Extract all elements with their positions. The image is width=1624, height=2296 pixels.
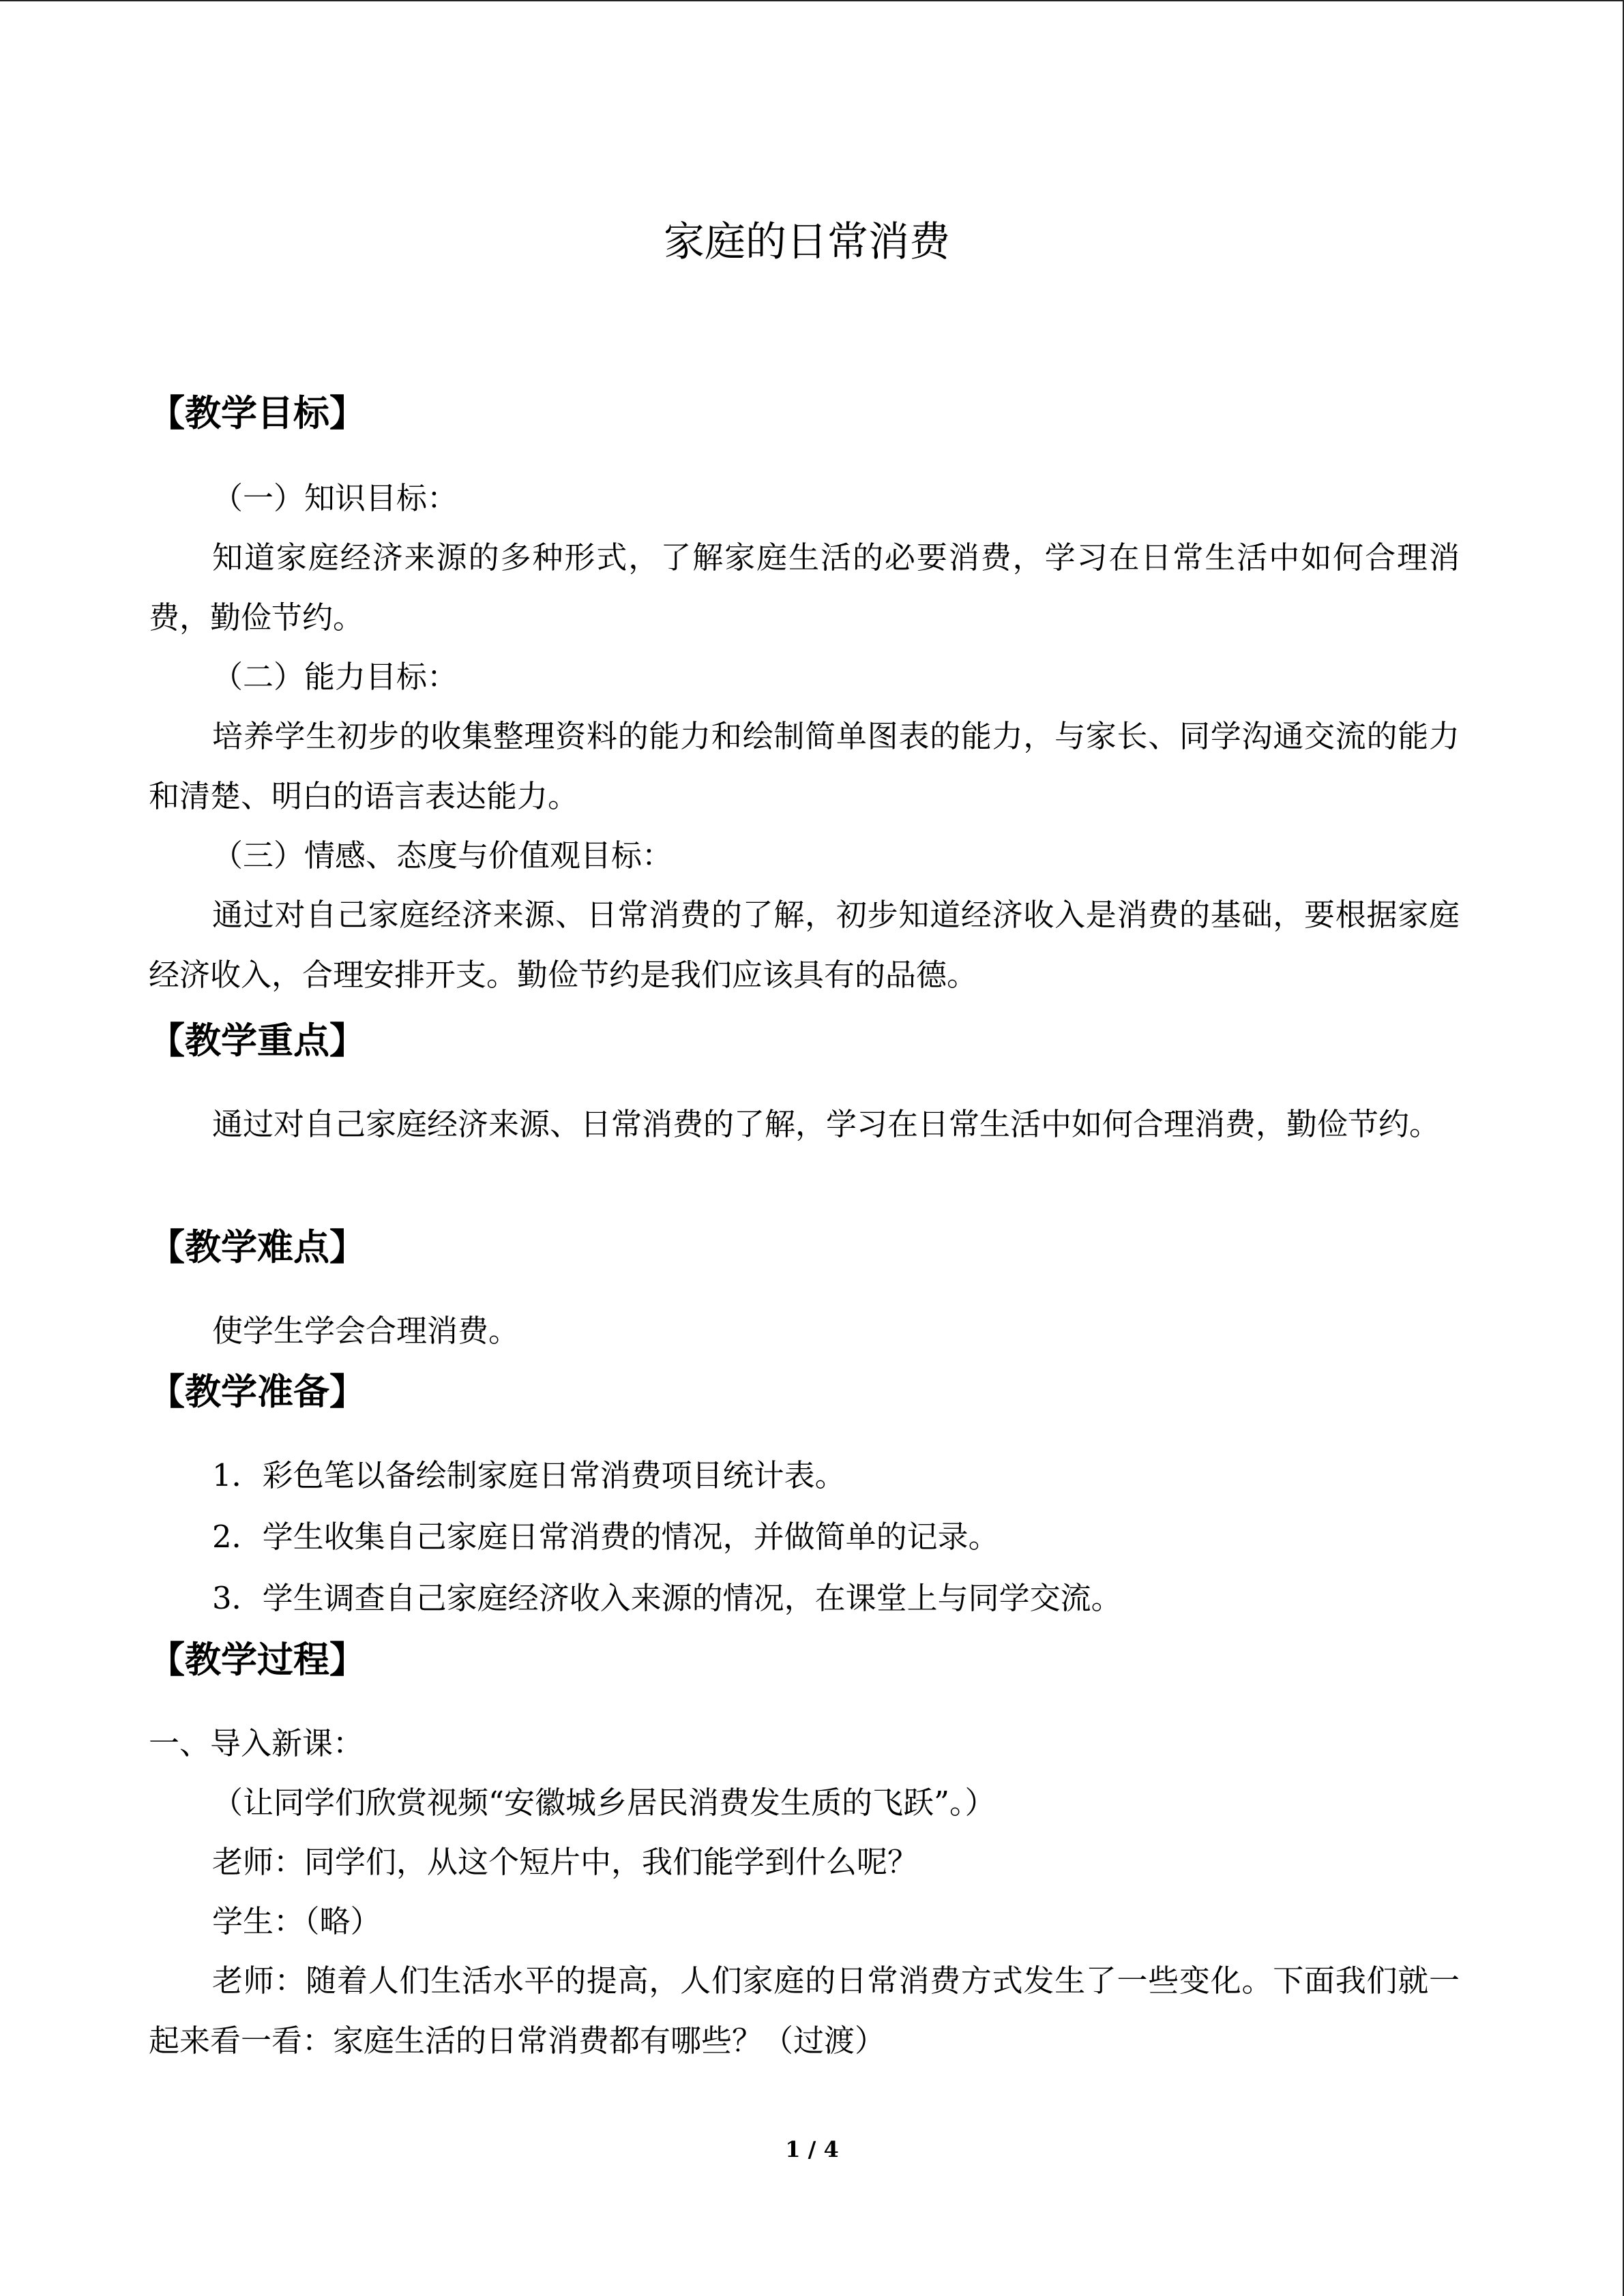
knowledge-objective-text: 知道家庭经济来源的多种形式，了解家庭生活的必要消费，学习在日常生活中如何合理消费，勤俭节约。 xyxy=(149,539,1460,636)
document-title: 家庭的日常消费 xyxy=(664,218,950,266)
process-line: 老师：同学们，从这个短片中，我们能学到什么呢？ xyxy=(212,1844,919,1880)
key-points-text: 通过对自己家庭经济来源、日常消费的了解，学习在日常生活中如何合理消费，勤俭节约。 xyxy=(212,1106,1441,1142)
process-line: （让同学们欣赏视频“安徽城乡居民消费发生质的飞跃”。） xyxy=(212,1785,996,1821)
heading-key-points: 【教学重点】 xyxy=(149,1020,366,1062)
heading-difficulties: 【教学难点】 xyxy=(149,1227,366,1268)
intro-label: 一、导入新课： xyxy=(149,1725,364,1761)
preparation-item: 1．彩色笔以备绘制家庭日常消费项目统计表。 xyxy=(212,1457,846,1493)
heading-preparation: 【教学准备】 xyxy=(149,1371,366,1413)
preparation-item: 3．学生调查自己家庭经济收入来源的情况，在课堂上与同学交流。 xyxy=(212,1580,1122,1616)
knowledge-objective-label: （一）知识目标： xyxy=(212,480,458,516)
heading-process: 【教学过程】 xyxy=(149,1639,366,1681)
process-line: 学生：（略） xyxy=(212,1903,381,1939)
heading-objectives: 【教学目标】 xyxy=(149,393,366,434)
emotion-objective-text: 通过对自己家庭经济来源、日常消费的了解，初步知道经济收入是消费的基础，要根据家庭经济收入，合理安排开支。勤俭节约是我们应该具有的品德。 xyxy=(149,897,1460,993)
ability-objective-text: 培养学生初步的收集整理资料的能力和绘制简单图表的能力，与家长、同学沟通交流的能力和清楚、明白的语言表达能力。 xyxy=(149,718,1460,814)
preparation-item: 2．学生收集自己家庭日常消费的情况，并做简单的记录。 xyxy=(212,1519,999,1555)
emotion-objective-label: （三）情感、态度与价值观目标： xyxy=(212,837,673,874)
page-number: 1 / 4 xyxy=(785,2136,839,2162)
difficulties-text: 使学生学会合理消费。 xyxy=(212,1313,520,1349)
ability-objective-label: （二）能力目标： xyxy=(212,659,458,695)
process-line: 老师：随着人们生活水平的提高，人们家庭的日常消费方式发生了一些变化。下面我们就一起来看一看：家庭生活的日常消费都有哪些？（过渡） xyxy=(149,1963,1460,2059)
